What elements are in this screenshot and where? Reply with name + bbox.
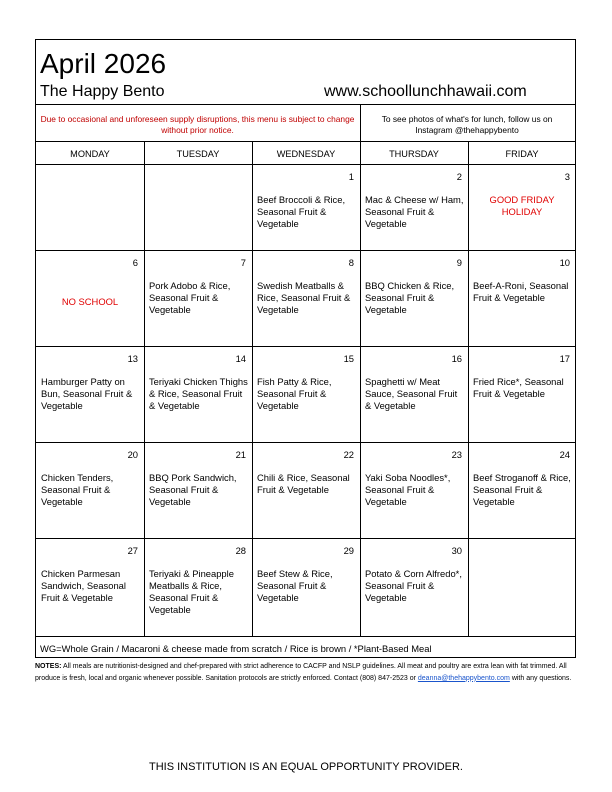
menu-calendar — [35, 39, 576, 658]
day-number: 6 — [132, 257, 138, 268]
meal-description: Potato & Corn Alfredo*, Seasonal Fruit & Vegetable — [365, 568, 462, 603]
page-title: April 2026 — [40, 48, 167, 79]
meal-description: Swedish Meatballs & Rice, Seasonal Fruit & Vegetable — [257, 280, 351, 315]
meal-description: Chicken Tenders, Seasonal Fruit & Vegetable — [41, 472, 114, 507]
meal-description: Mac & Cheese w/ Ham, Seasonal Fruit & Vegetable — [365, 194, 464, 229]
calendar-cell — [360, 250, 468, 346]
meal-description: BBQ Pork Sandwich, Seasonal Fruit & Vegetable — [149, 472, 237, 507]
day-number: 28 — [235, 545, 246, 556]
calendar-cell — [144, 164, 252, 250]
calendar-cell — [36, 164, 144, 250]
meal-description: Beef-A-Roni, Seasonal Fruit & Vegetable — [473, 280, 569, 303]
meal-description: Pork Adobo & Rice, Seasonal Fruit & Vegetable — [149, 280, 231, 315]
meal-description: Spaghetti w/ Meat Sauce, Seasonal Fruit & Vegetable — [365, 376, 458, 411]
day-number: 7 — [240, 257, 246, 268]
day-number: 10 — [559, 257, 570, 268]
calendar-cell — [36, 442, 144, 538]
calendar-cell — [252, 538, 360, 636]
meal-description: Beef Stew & Rice, Seasonal Fruit & Vegetable — [257, 568, 333, 603]
day-number: 22 — [343, 449, 354, 460]
calendar-cell — [36, 250, 144, 346]
equal-opportunity-statement: THIS INSTITUTION IS AN EQUAL OPPORTUNITY PROVIDER. — [149, 761, 463, 773]
meal-description: Hamburger Patty on Bun, Seasonal Fruit & Vegetable — [41, 376, 133, 411]
disclaimer-text: Due to occasional and unforeseen supply disruptions, this menu is subject to change without prior notice. — [40, 114, 355, 135]
calendar-cell — [252, 346, 360, 442]
calendar-cell — [468, 346, 576, 442]
notes-label: NOTES: — [35, 663, 62, 670]
meal-description: Fish Patty & Rice, Seasonal Fruit & Vegetable — [257, 376, 332, 411]
day-header-wednesday: WEDNESDAY — [276, 149, 336, 159]
day-number: 9 — [456, 257, 462, 268]
calendar-cell — [252, 442, 360, 538]
calendar-cell — [36, 538, 144, 636]
calendar-cell — [144, 538, 252, 636]
day-number: 27 — [127, 545, 138, 556]
day-header-tuesday: TUESDAY — [176, 149, 220, 159]
calendar-cell — [144, 442, 252, 538]
calendar-cell — [360, 346, 468, 442]
calendar-cell — [468, 250, 576, 346]
notes — [35, 661, 580, 684]
day-number: 3 — [564, 171, 570, 182]
notes-tail: with any questions. — [511, 674, 572, 682]
notes-text: All meals are nutritionist-designed and chef-prepared with strict adherence to CACFP and NSLP guidelines. All meat and poultry are extra lean with fat trimmed. All produce is fresh, local and organic whenever possible. Sanitation protocols are strictly enforced. Contact (808) 847-2523 or — [35, 663, 567, 682]
holiday-label: NO SCHOOL — [61, 296, 119, 307]
calendar-cell — [360, 538, 468, 636]
day-number: 23 — [451, 449, 462, 460]
day-number: 13 — [127, 353, 138, 364]
day-number: 2 — [456, 171, 462, 182]
calendar-cell — [144, 346, 252, 442]
day-number: 1 — [348, 171, 354, 182]
calendar-cell — [360, 442, 468, 538]
calendar-cell — [144, 250, 252, 346]
day-number: 24 — [559, 449, 570, 460]
day-number: 21 — [235, 449, 246, 460]
divider — [36, 104, 575, 105]
divider — [360, 104, 361, 141]
meal-description: BBQ Chicken & Rice, Seasonal Fruit & Vegetable — [365, 280, 455, 315]
day-number: 29 — [343, 545, 354, 556]
divider — [36, 141, 575, 142]
day-number: 30 — [451, 545, 462, 556]
calendar-cell — [36, 346, 144, 442]
meal-description: Yaki Soba Noodles*, Seasonal Fruit & Vegetable — [365, 472, 451, 507]
meal-description: Beef Broccoli & Rice, Seasonal Fruit & Vegetable — [257, 194, 346, 229]
day-number: 8 — [348, 257, 354, 268]
day-number: 16 — [451, 353, 462, 364]
meal-description: Chili & Rice, Seasonal Fruit & Vegetable — [257, 472, 350, 495]
day-header-monday: MONDAY — [70, 149, 110, 159]
day-number: 15 — [343, 353, 354, 364]
day-header-thursday: THURSDAY — [389, 149, 439, 159]
vendor-name: The Happy Bento — [40, 83, 165, 100]
meal-description: Teriyaki & Pineapple Meatballs & Rice, Seasonal Fruit & Vegetable — [149, 568, 234, 615]
divider — [36, 636, 575, 637]
day-number: 14 — [235, 353, 246, 364]
meal-description: Chicken Parmesan Sandwich, Seasonal Fruit & Vegetable — [41, 568, 126, 603]
website-url: www.schoollunchhawaii.com — [324, 83, 527, 100]
calendar-cell — [252, 250, 360, 346]
holiday-label: GOOD FRIDAY HOLIDAY — [489, 194, 555, 217]
instagram-text: To see photos of what's for lunch, follow us on Instagram @thehappybento — [381, 114, 553, 135]
calendar-cell — [468, 538, 576, 636]
day-header-friday: FRIDAY — [505, 149, 539, 159]
contact-email-link[interactable]: deanna@thehappybento.com — [417, 674, 510, 682]
calendar-cell — [468, 164, 576, 250]
calendar-cell — [468, 442, 576, 538]
meal-description: Beef Stroganoff & Rice, Seasonal Fruit & Vegetable — [473, 472, 571, 507]
meal-description: Teriyaki Chicken Thighs & Rice, Seasonal Fruit & Vegetable — [149, 376, 248, 411]
meal-description: Fried Rice*, Seasonal Fruit & Vegetable — [473, 376, 564, 399]
legend-text: WG=Whole Grain / Macaroni & cheese made from scratch / Rice is brown / *Plant-Based Meal — [40, 643, 432, 654]
day-number: 20 — [127, 449, 138, 460]
calendar-cell — [252, 164, 360, 250]
calendar-cell — [360, 164, 468, 250]
day-number: 17 — [559, 353, 570, 364]
